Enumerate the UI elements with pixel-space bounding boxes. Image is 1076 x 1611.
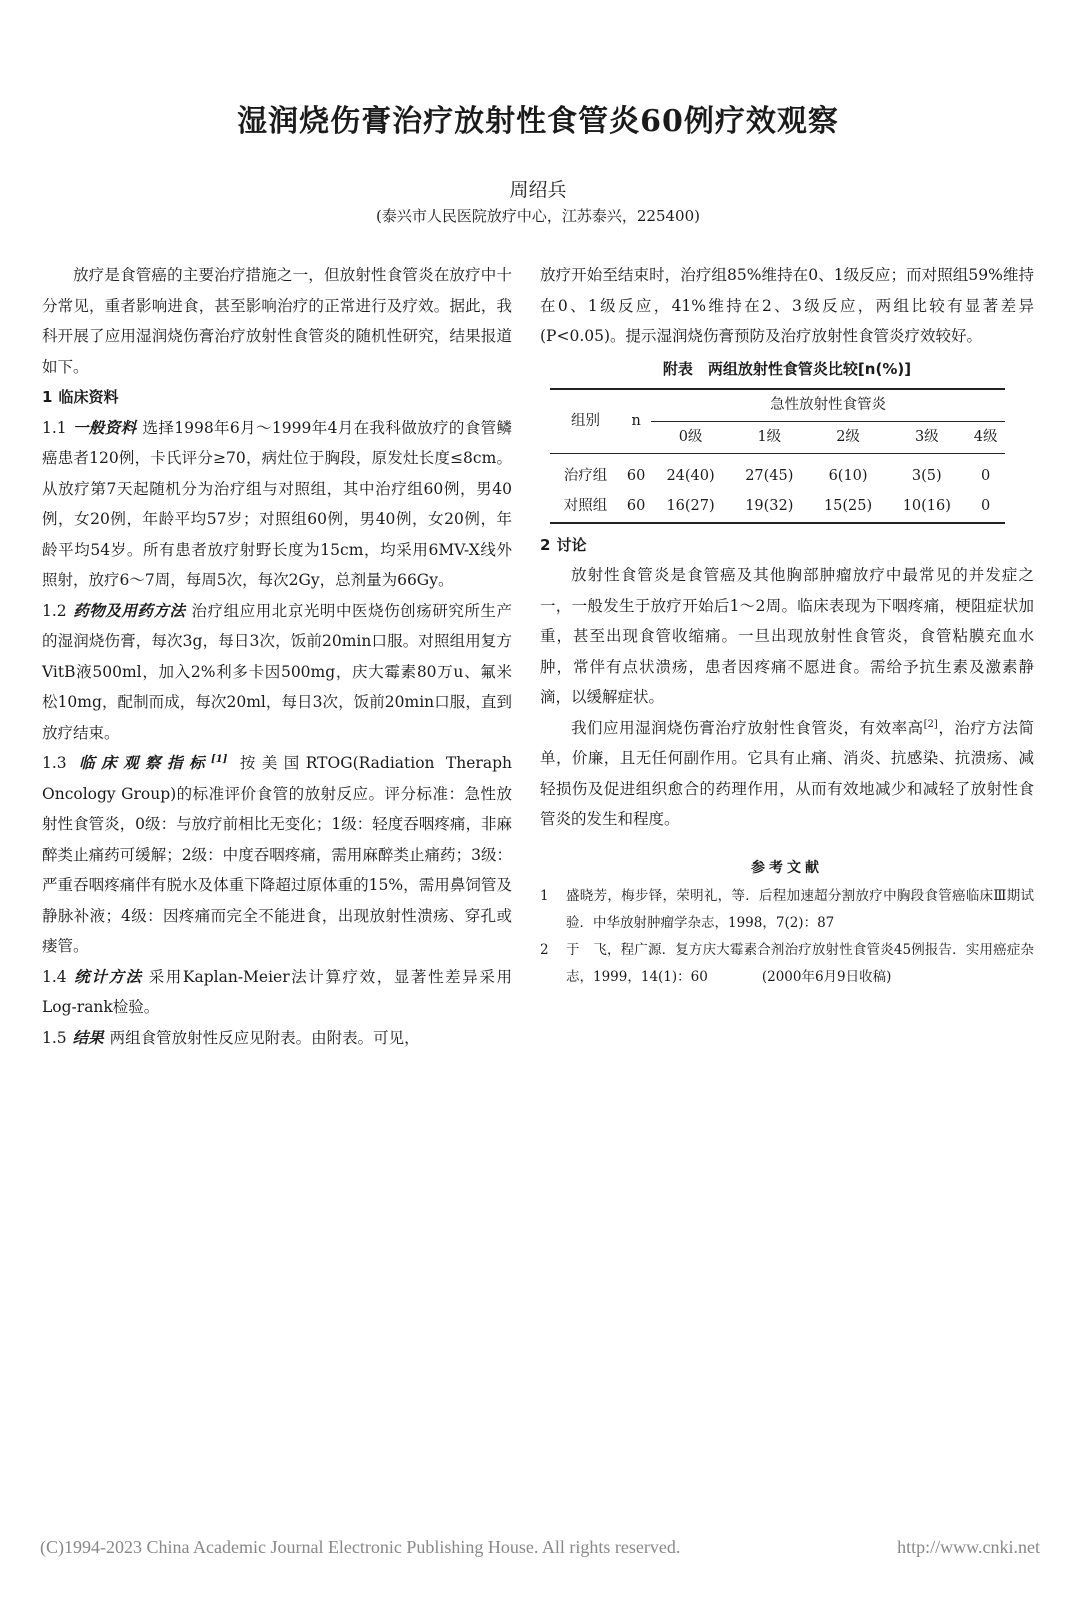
subsection-1-1 [42, 413, 512, 596]
intro-paragraph: 放疗是食管癌的主要治疗措施之一，但放射性食管炎在放疗中十分常见，重者影响进食，甚至影响治疗的正常进行及疗效。据此，我科开展了应用湿润烧伤膏治疗放射性食管炎的随机性研究，结果报道如下。 [42, 266, 512, 376]
cell-n: 60 [626, 467, 646, 484]
subsection-number: 1.3 [42, 754, 67, 772]
header-grade: 2级 [809, 421, 888, 453]
subsection-text: 按美国RTOG(Radiation Theraph Oncology Group)的标准评价食管的放射反应。评分标准：急性放射性食管炎，0级：与放疗前相比无变化；1级：轻度吞咽疼痛，非麻醉类止痛药可缓解；2级：中度吞咽疼痛，需用麻醉类止痛药；3级：严重吞咽疼痛伴有脱水及体重下降超过原体重的15%，需用鼻饲管及静脉补液；4级：因疼痛而完全不能进食，出现放射性溃疡、穿孔或瘘管。 [42, 754, 512, 955]
section-1-heading [42, 382, 512, 413]
cell-value: 6(10) [828, 467, 868, 484]
cell-value: 0 [966, 491, 1005, 523]
cell-value: 19(32) [730, 491, 809, 523]
header-n: n [621, 389, 651, 453]
header-grade: 3级 [887, 421, 966, 453]
subsection-text: 选择1998年6月～1999年4月在我科做放疗的食管鳞癌患者120例，卡氏评分≥70，病灶位于胸段，原发灶长度≤8cm。从放疗第7天起随机分为治疗组与对照组，其中治疗组60例，男40例，女20例，年龄平均57岁；对照组60例，男40例，女20例，年龄平均54岁。所有患者放疗射野长度为15cm，均采用6MV-X线外照射，放疗6～7周，每周5次，每次2Gy，总剂量为66Gy。 [42, 418, 512, 589]
copyright-notice: (C)1994-2023 China Academic Journal Electronic Publishing House. All rights reserved. [40, 1537, 681, 1557]
section-number: 1 [42, 388, 53, 406]
results-table [550, 388, 1005, 524]
references-heading: 参考文献 [751, 859, 823, 876]
table-header-row [550, 389, 1005, 421]
discussion-paragraph-2 [540, 713, 1034, 835]
cell-n: 60 [621, 491, 651, 523]
subsection-1-5 [42, 1023, 512, 1054]
cell-group: 治疗组 [563, 467, 608, 484]
cell-value: 3(5) [911, 467, 942, 484]
subsection-title: 统计方法 [72, 966, 143, 986]
subsection-1-4 [42, 962, 512, 1023]
subsection-title [73, 753, 228, 772]
header-grade: 4级 [966, 421, 1005, 453]
section-number: 2 [540, 535, 551, 554]
cnki-url[interactable]: http://www.cnki.net [897, 1537, 1040, 1557]
discussion-paragraph-1: 放射性食管炎是食管癌及其他胸部肿瘤放疗中最常见的并发症之一，一般发生于放疗开始后1～2周。临床表现为下咽疼痛，梗阻症状加重，甚至出现食管收缩痛。一旦出现放射性食管炎，食管粘膜充血水肿，常伴有点状溃疡，患者因疼痛不愿进食。需给予抗生素及激素静滴，以缓解症状。 [540, 566, 1034, 706]
header-group: 组别 [550, 389, 621, 453]
reference-number: 2 [540, 942, 549, 958]
left-column [42, 260, 512, 1053]
copyright-footer [40, 1537, 1040, 1558]
subsection-number: 1.5 [42, 1028, 67, 1047]
subsection-text: 治疗组应用北京光明中医烧伤创疡研究所生产的湿润烧伤膏，每次3g，每日3次，饭前20min口服。对照组用复方VitB液500ml，加入2%利多卡因500mg，庆大霉素80万u、氟米松10mg，配制而成，每次20ml，每日3次，饭前20min口服，直到放疗结束。 [42, 601, 512, 742]
subsection-number: 1.1 [42, 418, 67, 437]
subsection-number: 1.2 [42, 601, 67, 620]
subsection-title: 结果 [72, 1027, 104, 1047]
author-name: 周绍兵 [509, 179, 567, 201]
section-title: 临床资料 [58, 388, 119, 406]
subsection-title: 一般资料 [72, 417, 137, 437]
reference-text: 于 飞，程广源．复方庆大霉素合剂治疗放射性食管炎45例报告．实用癌症杂志，1999，14(1)：60 (2000年6月9日收稿) [566, 942, 1034, 985]
citation-ref: [1] [210, 753, 228, 765]
discussion-text: 我们应用湿润烧伤膏治疗放射性食管炎，有效率高 [571, 718, 924, 737]
subsection-1-2 [42, 596, 512, 749]
subsection-text: 采用Kaplan-Meier法计算疗效，显著性差异采用Log-rank检验。 [42, 967, 512, 1016]
cell-value: 16(27) [651, 491, 730, 523]
reference-text: 盛晓芳，梅步铎，荣明礼，等．后程加速超分割放疗中胸段食管癌临床Ⅲ期试验．中华放射肿瘤学杂志，1998，7(2)：87 [566, 888, 1034, 931]
subsection-number: 1.4 [42, 967, 67, 986]
right-column [540, 260, 1034, 991]
header-acute: 急性放射性食管炎 [651, 389, 1005, 421]
subsection-title-text: 临床观察指标 [72, 753, 211, 772]
reference-item [540, 937, 1034, 991]
cell-value: 0 [980, 467, 991, 484]
subsection-title: 药物及用药方法 [72, 600, 186, 620]
subsection-1-3 [42, 748, 512, 962]
cell-value: 10(16) [887, 491, 966, 523]
citation-ref: [2] [923, 718, 938, 730]
article-title: 湿润烧伤膏治疗放射性食管炎60例疗效观察 [237, 104, 839, 139]
table-caption: 附表 两组放射性食管炎比较[n(%)] [662, 359, 912, 378]
cell-value: 24(40) [666, 467, 715, 484]
discussion-text: ，治疗方法简单，价廉，且无任何副作用。它具有止痛、消炎、抗感染、抗溃疡、减轻损伤及促进组织愈合的药理作用，从而有效地减少和减轻了放射性食管炎的发生和程度。 [540, 718, 1034, 828]
table-row [550, 491, 1005, 523]
table-row [550, 453, 1005, 491]
section-title: 讨论 [556, 535, 587, 554]
subsection-text: 两组食管放射性反应见附表。由附表。可见， [109, 1028, 420, 1047]
results-continuation: 放疗开始至结束时，治疗组85%维持在0、1级反应；而对照组59%维持在0、1级反应，41%维持在2、3级反应，两组比较有显著差异(P<0.05)。提示湿润烧伤膏预防及治疗放射性食管炎疗效较好。 [540, 266, 1034, 345]
section-2-heading [540, 530, 1034, 561]
cell-value: 15(25) [809, 491, 888, 523]
reference-item [540, 883, 1034, 937]
cell-group: 对照组 [550, 491, 621, 523]
header-grade: 1级 [730, 421, 809, 453]
reference-number: 1 [540, 888, 549, 904]
header-grade: 0级 [651, 421, 730, 453]
cell-value: 27(45) [745, 467, 794, 484]
author-affiliation: (泰兴市人民医院放疗中心，江苏泰兴，225400) [376, 207, 700, 225]
